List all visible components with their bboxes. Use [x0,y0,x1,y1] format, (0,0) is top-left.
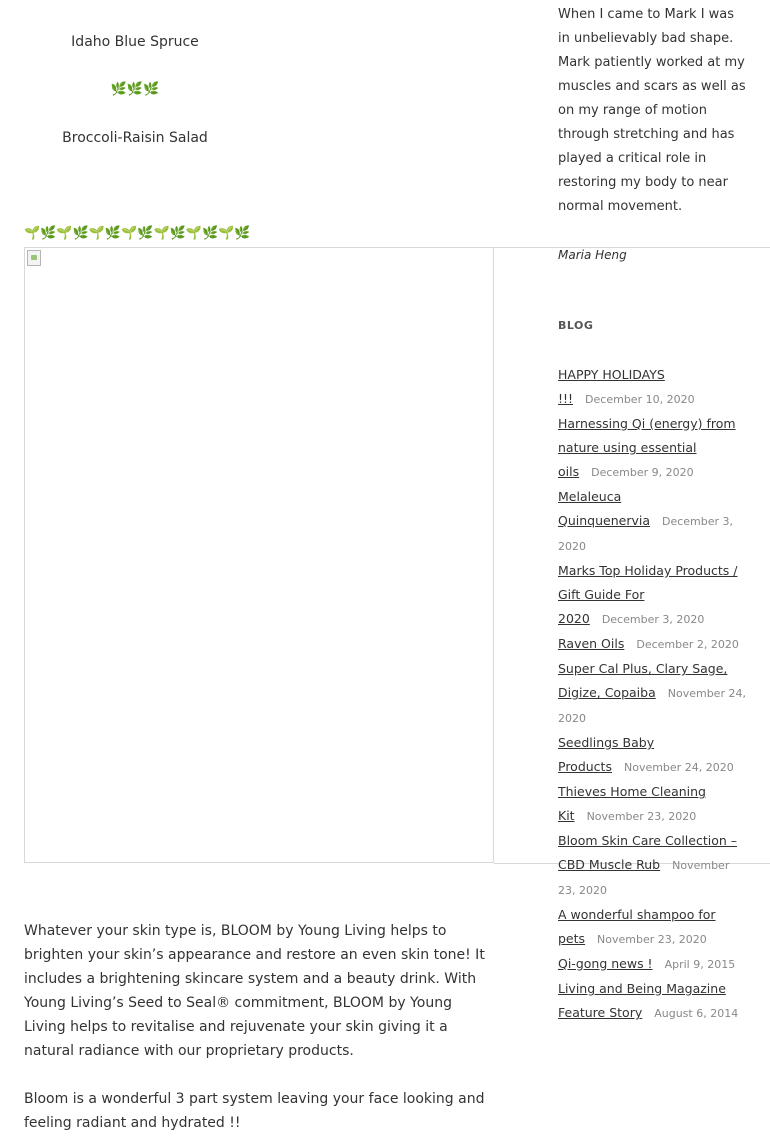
post-date: December 3, 2020 [558,515,734,553]
broken-image-icon [27,250,41,266]
blog-post-link[interactable]: Thieves Home Cleaning Kit [558,784,706,823]
post-date: November 24, 2020 [558,687,746,725]
article-image [24,247,494,863]
blog-post-link[interactable]: Living and Being Magazine Feature Story [558,981,726,1020]
list-item [558,559,748,632]
blog-heading: BLOG [558,319,594,332]
leaf-divider-short: 🌿🌿🌿 [110,82,160,97]
blog-post-link[interactable]: Raven Oils [558,636,625,651]
blog-post-link[interactable]: Qi-gong news ! [558,956,653,971]
blog-post-link[interactable]: HAPPY HOLIDAYS !!! [558,367,665,406]
list-item [558,829,748,903]
blog-post-link[interactable]: A wonderful shampoo for pets [558,907,716,946]
post-date: December 9, 2020 [591,466,694,479]
product-line-idaho: Idaho Blue Spruce [71,34,199,50]
testimonial-text: When I came to Mark I was in unbelievably bad shape. Mark patiently worked at my muscles and scars as well as on my range of motion through stretching and has played a critical role in restoring my body to near normal movement. [558,7,746,214]
article-paragraph-2: Bloom is a wonderful 3 part system leaving your face looking and feeling radiant and hydrated !! [24,1091,485,1131]
blog-post-link[interactable]: Seedlings Baby Products [558,735,655,774]
list-item [558,731,748,780]
post-date: December 3, 2020 [601,613,705,626]
product-line-cut [0,0,270,2]
blog-post-link[interactable]: Harnessing Qi (energy) from nature using essential oils [558,416,736,479]
blog-post-link[interactable]: Bloom Skin Care Collection – CBD Muscle Rub [558,833,738,872]
post-date: November 24, 2020 [623,761,734,774]
list-item [558,363,748,412]
post-date: December 2, 2020 [636,638,739,651]
image-rule-top [494,247,770,248]
list-item [558,977,748,1026]
post-date: November 23, 2020 [586,810,697,823]
post-date: December 10, 2020 [585,393,695,406]
testimonial-author: Maria Heng [558,248,627,262]
blog-post-link[interactable]: Marks Top Holiday Products / Gift Guide For 2020 [558,563,738,626]
article-paragraph-1: Whatever your skin type is, BLOOM by Young Living helps to brighten your skin’s appearance and restore an even skin tone! It includes a brightening skincare system and a beauty drink. With Young Living’s Seed to Seal® commitment, BLOOM by Young Living helps to revitalise and rejuvenate your skin giving it a natural radiance with our proprietary products. [24,923,485,1059]
post-date: April 9, 2015 [664,958,736,971]
post-date: August 6, 2014 [654,1007,739,1020]
list-item [558,903,748,952]
post-date: November 23, 2020 [558,859,730,897]
list-item [558,657,748,731]
blog-post-link[interactable]: Melaleuca Quinquenervia [558,489,650,528]
leaf-divider-long: 🌱🌿🌱🌿🌱🌿🌱🌿🌱🌿🌱🌿🌱🌿 [24,226,251,241]
list-item [558,632,748,657]
product-line-salad: Broccoli-Raisin Salad [62,130,208,146]
list-item [558,952,748,977]
list-item [558,485,748,559]
blog-post-list [558,363,748,1026]
post-date: November 23, 2020 [597,933,707,946]
list-item [558,780,748,829]
blog-post-link[interactable]: Super Cal Plus, Clary Sage, Digize, Copaiba [558,661,728,700]
list-item [558,412,748,485]
